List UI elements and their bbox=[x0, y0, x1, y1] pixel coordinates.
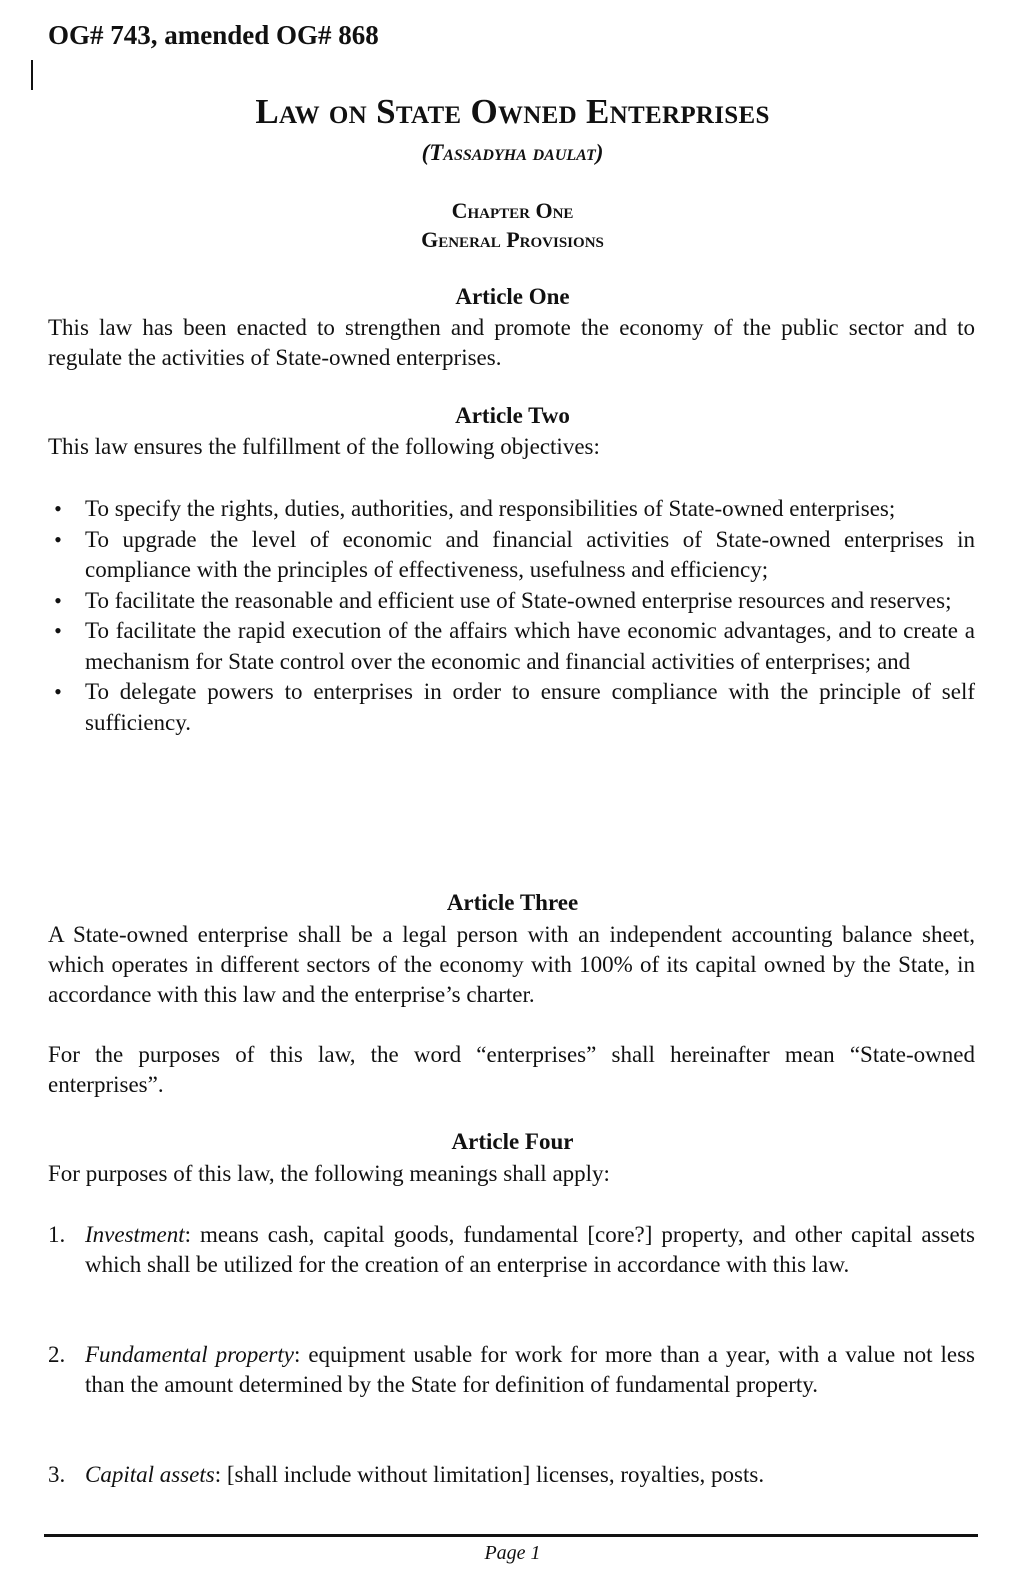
list-item bbox=[48, 525, 975, 586]
list-item-text: To upgrade the level of economic and financial activities of State-owned enterprises in compliance with the principles of effectiveness, usefulness and efficiency; bbox=[85, 526, 975, 582]
law-subtitle: (Tassadyha daulat) bbox=[421, 140, 604, 165]
definition-text: : [shall include without limitation] licenses, royalties, posts. bbox=[214, 1462, 765, 1487]
article-four-heading: Article Four bbox=[451, 1129, 574, 1154]
definition-text: : equipment usable for work for more than a year, with a value not less than the amount determined by the State for definition of fundamental property. bbox=[85, 1342, 975, 1397]
list-item-text: To delegate powers to enterprises in order to ensure compliance with the principle of self sufficiency. bbox=[85, 679, 975, 735]
bullet-icon: • bbox=[54, 496, 62, 521]
objectives-list bbox=[48, 494, 975, 738]
article-three-heading: Article Three bbox=[446, 890, 579, 915]
article-two-heading: Article Two bbox=[455, 403, 570, 428]
item-number: 3. bbox=[48, 1462, 66, 1487]
text-cursor bbox=[31, 60, 33, 90]
article-two-intro: This law ensures the fulfillment of the following objectives: bbox=[48, 434, 600, 459]
article-one-heading: Article One bbox=[455, 284, 570, 309]
footer-divider bbox=[44, 1534, 978, 1537]
article-three-paragraph-2: For the purposes of this law, the word “enterprises” shall hereinafter mean “State-owned enterprises”. bbox=[48, 1042, 975, 1097]
bullet-icon: • bbox=[54, 618, 62, 643]
definition-item-2 bbox=[48, 1340, 975, 1400]
list-item-text: To facilitate the rapid execution of the affairs which have economic advantages, and to create a mechanism for State control over the economic and financial activities of enterprises; and bbox=[85, 618, 975, 674]
definition-item-3 bbox=[48, 1460, 975, 1490]
list-item bbox=[48, 1340, 975, 1400]
page-number: Page 1 bbox=[484, 1542, 541, 1564]
defined-term: Capital assets bbox=[85, 1462, 215, 1487]
list-item-text: To specify the rights, duties, authorities, and responsibilities of State-owned enterprises; bbox=[85, 496, 896, 521]
list-item bbox=[48, 586, 975, 617]
chapter-number: Chapter One bbox=[451, 198, 574, 223]
list-item bbox=[48, 616, 975, 677]
bullet-icon: • bbox=[54, 526, 62, 552]
defined-term: Fundamental property bbox=[85, 1342, 294, 1367]
definition-item-1 bbox=[48, 1220, 975, 1280]
definition-text: : means cash, capital goods, fundamental [core?] property, and other capital assets which shall be utilized for the creation of an enterprise in accordance with this law. bbox=[85, 1222, 975, 1277]
law-title: Law on State Owned Enterprises bbox=[255, 92, 770, 131]
list-item bbox=[48, 677, 975, 738]
article-one-text: This law has been enacted to strengthen and promote the economy of the public sector and to regulate the activities of State-owned enterprises. bbox=[48, 315, 975, 370]
bullet-icon: • bbox=[54, 587, 62, 613]
list-item bbox=[48, 1460, 975, 1490]
article-three-paragraph-1: A State-owned enterprise shall be a legal person with an independent accounting balance sheet, which operates in different sectors of the economy with 100% of its capital owned by the State, in accordance with this law and the enterprise’s charter. bbox=[48, 922, 975, 1007]
chapter-name: General Provisions bbox=[421, 227, 604, 252]
defined-term: Investment bbox=[85, 1222, 185, 1247]
list-item bbox=[48, 494, 975, 525]
official-gazette-reference: OG# 743, amended OG# 868 bbox=[48, 20, 379, 50]
bullet-icon: • bbox=[54, 679, 62, 704]
list-item bbox=[48, 1220, 975, 1280]
item-number: 1. bbox=[48, 1222, 66, 1247]
list-item-text: To facilitate the reasonable and efficient use of State-owned enterprise resources and reserves; bbox=[85, 587, 952, 613]
item-number: 2. bbox=[48, 1342, 66, 1367]
article-four-intro: For purposes of this law, the following meanings shall apply: bbox=[48, 1161, 610, 1186]
